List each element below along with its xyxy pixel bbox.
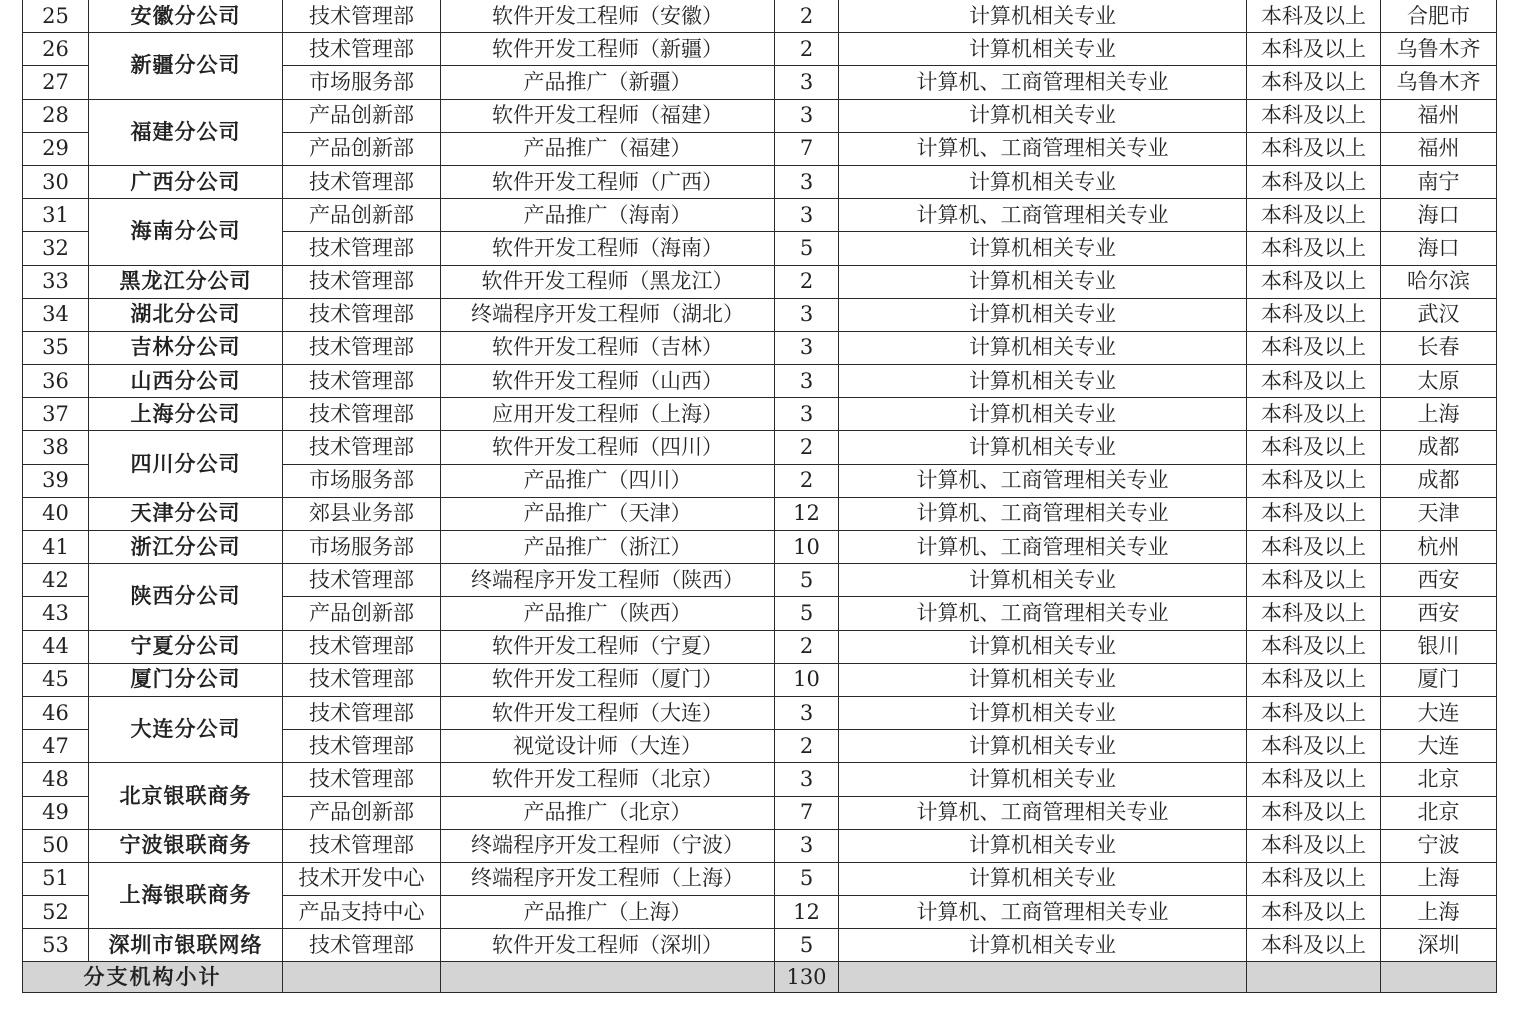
row-number: 35 <box>23 331 89 364</box>
headcount: 12 <box>775 896 839 929</box>
major-requirement: 计算机相关专业 <box>839 398 1247 431</box>
headcount: 5 <box>775 232 839 265</box>
major-requirement: 计算机相关专业 <box>839 763 1247 796</box>
branch-name: 天津分公司 <box>89 497 283 530</box>
table-row <box>23 365 1497 398</box>
table-row <box>23 497 1497 530</box>
major-requirement: 计算机相关专业 <box>839 165 1247 198</box>
work-city: 太原 <box>1381 365 1497 398</box>
position-title: 终端程序开发工程师（陕西） <box>441 564 775 597</box>
education-requirement: 本科及以上 <box>1247 497 1381 530</box>
department: 郊县业务部 <box>283 497 441 530</box>
position-title: 软件开发工程师（宁夏） <box>441 630 775 663</box>
position-title: 产品推广（上海） <box>441 896 775 929</box>
major-requirement: 计算机相关专业 <box>839 630 1247 663</box>
row-number: 49 <box>23 796 89 829</box>
row-number: 33 <box>23 265 89 298</box>
work-city: 成都 <box>1381 464 1497 497</box>
headcount: 10 <box>775 531 839 564</box>
department: 产品创新部 <box>283 597 441 630</box>
work-city: 武汉 <box>1381 298 1497 331</box>
department: 技术开发中心 <box>283 862 441 895</box>
major-requirement: 计算机相关专业 <box>839 696 1247 729</box>
work-city: 上海 <box>1381 896 1497 929</box>
headcount: 2 <box>775 730 839 763</box>
row-number: 47 <box>23 730 89 763</box>
department: 技术管理部 <box>283 663 441 696</box>
work-city: 西安 <box>1381 564 1497 597</box>
major-requirement: 计算机、工商管理相关专业 <box>839 464 1247 497</box>
position-title: 软件开发工程师（福建） <box>441 99 775 132</box>
position-title: 产品推广（新疆） <box>441 66 775 99</box>
position-title: 应用开发工程师（上海） <box>441 398 775 431</box>
work-city: 西安 <box>1381 597 1497 630</box>
position-title: 软件开发工程师（深圳） <box>441 929 775 962</box>
education-requirement: 本科及以上 <box>1247 431 1381 464</box>
row-number: 41 <box>23 531 89 564</box>
position-title: 产品推广（浙江） <box>441 531 775 564</box>
work-city: 天津 <box>1381 497 1497 530</box>
position-title: 软件开发工程师（大连） <box>441 696 775 729</box>
major-requirement: 计算机、工商管理相关专业 <box>839 796 1247 829</box>
row-number: 43 <box>23 597 89 630</box>
row-number: 28 <box>23 99 89 132</box>
work-city: 大连 <box>1381 696 1497 729</box>
position-title: 产品推广（北京） <box>441 796 775 829</box>
work-city: 海口 <box>1381 199 1497 232</box>
branch-name: 湖北分公司 <box>89 298 283 331</box>
table-row <box>23 33 1497 66</box>
subtotal-count: 130 <box>775 962 839 993</box>
position-title: 软件开发工程师（吉林） <box>441 331 775 364</box>
table-row <box>23 165 1497 198</box>
department: 技术管理部 <box>283 298 441 331</box>
branch-name: 陕西分公司 <box>89 564 283 630</box>
major-requirement: 计算机相关专业 <box>839 331 1247 364</box>
headcount: 3 <box>775 696 839 729</box>
branch-name: 深圳市银联网络 <box>89 929 283 962</box>
row-number: 38 <box>23 431 89 464</box>
major-requirement: 计算机相关专业 <box>839 298 1247 331</box>
headcount: 5 <box>775 564 839 597</box>
education-requirement: 本科及以上 <box>1247 531 1381 564</box>
position-title: 软件开发工程师（北京） <box>441 763 775 796</box>
major-requirement: 计算机、工商管理相关专业 <box>839 531 1247 564</box>
headcount: 7 <box>775 796 839 829</box>
education-requirement: 本科及以上 <box>1247 663 1381 696</box>
position-title: 产品推广（海南） <box>441 199 775 232</box>
headcount: 3 <box>775 199 839 232</box>
department: 技术管理部 <box>283 33 441 66</box>
table-row <box>23 398 1497 431</box>
education-requirement: 本科及以上 <box>1247 862 1381 895</box>
table-row <box>23 199 1497 232</box>
row-number: 52 <box>23 896 89 929</box>
row-number: 39 <box>23 464 89 497</box>
major-requirement: 计算机相关专业 <box>839 829 1247 862</box>
row-number: 48 <box>23 763 89 796</box>
work-city: 深圳 <box>1381 929 1497 962</box>
work-city: 北京 <box>1381 763 1497 796</box>
education-requirement: 本科及以上 <box>1247 464 1381 497</box>
department: 技术管理部 <box>283 763 441 796</box>
table-row <box>23 265 1497 298</box>
row-number: 32 <box>23 232 89 265</box>
major-requirement: 计算机相关专业 <box>839 265 1247 298</box>
headcount: 2 <box>775 33 839 66</box>
work-city: 成都 <box>1381 431 1497 464</box>
branch-name: 山西分公司 <box>89 365 283 398</box>
branch-name: 上海分公司 <box>89 398 283 431</box>
major-requirement: 计算机相关专业 <box>839 564 1247 597</box>
headcount: 10 <box>775 663 839 696</box>
major-requirement: 计算机相关专业 <box>839 862 1247 895</box>
row-number: 34 <box>23 298 89 331</box>
education-requirement: 本科及以上 <box>1247 398 1381 431</box>
headcount: 3 <box>775 165 839 198</box>
major-requirement: 计算机、工商管理相关专业 <box>839 497 1247 530</box>
position-title: 终端程序开发工程师（湖北） <box>441 298 775 331</box>
department: 技术管理部 <box>283 730 441 763</box>
table-row <box>23 331 1497 364</box>
education-requirement: 本科及以上 <box>1247 763 1381 796</box>
table-row <box>23 99 1497 132</box>
major-requirement: 计算机、工商管理相关专业 <box>839 597 1247 630</box>
table-row <box>23 829 1497 862</box>
position-title: 软件开发工程师（山西） <box>441 365 775 398</box>
row-number: 44 <box>23 630 89 663</box>
education-requirement: 本科及以上 <box>1247 298 1381 331</box>
position-title: 软件开发工程师（新疆） <box>441 33 775 66</box>
education-requirement: 本科及以上 <box>1247 132 1381 165</box>
department: 产品创新部 <box>283 99 441 132</box>
branch-name: 四川分公司 <box>89 431 283 497</box>
position-title: 产品推广（陕西） <box>441 597 775 630</box>
education-requirement: 本科及以上 <box>1247 597 1381 630</box>
branch-name: 安徽分公司 <box>89 0 283 33</box>
work-city: 杭州 <box>1381 531 1497 564</box>
row-number: 40 <box>23 497 89 530</box>
branch-name: 宁夏分公司 <box>89 630 283 663</box>
work-city: 福州 <box>1381 99 1497 132</box>
headcount: 2 <box>775 0 839 33</box>
headcount: 12 <box>775 497 839 530</box>
headcount: 5 <box>775 862 839 895</box>
education-requirement: 本科及以上 <box>1247 365 1381 398</box>
branch-name: 上海银联商务 <box>89 862 283 928</box>
headcount: 3 <box>775 365 839 398</box>
table-row <box>23 531 1497 564</box>
department: 产品创新部 <box>283 199 441 232</box>
headcount: 3 <box>775 99 839 132</box>
position-title: 软件开发工程师（广西） <box>441 165 775 198</box>
department: 技术管理部 <box>283 365 441 398</box>
subtotal-empty-cell <box>839 962 1247 993</box>
headcount: 3 <box>775 66 839 99</box>
major-requirement: 计算机、工商管理相关专业 <box>839 199 1247 232</box>
department: 技术管理部 <box>283 431 441 464</box>
major-requirement: 计算机相关专业 <box>839 33 1247 66</box>
table-row <box>23 696 1497 729</box>
position-title: 软件开发工程师（黑龙江） <box>441 265 775 298</box>
position-title: 软件开发工程师（海南） <box>441 232 775 265</box>
branch-name: 浙江分公司 <box>89 531 283 564</box>
work-city: 大连 <box>1381 730 1497 763</box>
education-requirement: 本科及以上 <box>1247 0 1381 33</box>
work-city: 南宁 <box>1381 165 1497 198</box>
education-requirement: 本科及以上 <box>1247 929 1381 962</box>
education-requirement: 本科及以上 <box>1247 99 1381 132</box>
education-requirement: 本科及以上 <box>1247 331 1381 364</box>
row-number: 27 <box>23 66 89 99</box>
headcount: 3 <box>775 398 839 431</box>
work-city: 海口 <box>1381 232 1497 265</box>
headcount: 3 <box>775 829 839 862</box>
department: 技术管理部 <box>283 630 441 663</box>
row-number: 29 <box>23 132 89 165</box>
subtotal-row <box>23 962 1497 993</box>
education-requirement: 本科及以上 <box>1247 66 1381 99</box>
position-title: 产品推广（福建） <box>441 132 775 165</box>
table-row <box>23 0 1497 33</box>
work-city: 北京 <box>1381 796 1497 829</box>
education-requirement: 本科及以上 <box>1247 199 1381 232</box>
education-requirement: 本科及以上 <box>1247 564 1381 597</box>
recruitment-table <box>22 0 1497 993</box>
branch-name: 北京银联商务 <box>89 763 283 829</box>
education-requirement: 本科及以上 <box>1247 896 1381 929</box>
row-number: 53 <box>23 929 89 962</box>
branch-name: 大连分公司 <box>89 696 283 762</box>
subtotal-empty-cell <box>441 962 775 993</box>
education-requirement: 本科及以上 <box>1247 33 1381 66</box>
position-title: 产品推广（天津） <box>441 497 775 530</box>
work-city: 乌鲁木齐 <box>1381 66 1497 99</box>
department: 产品支持中心 <box>283 896 441 929</box>
branch-name: 黑龙江分公司 <box>89 265 283 298</box>
position-title: 产品推广（四川） <box>441 464 775 497</box>
row-number: 36 <box>23 365 89 398</box>
department: 技术管理部 <box>283 265 441 298</box>
department: 技术管理部 <box>283 564 441 597</box>
education-requirement: 本科及以上 <box>1247 165 1381 198</box>
row-number: 25 <box>23 0 89 33</box>
position-title: 终端程序开发工程师（上海） <box>441 862 775 895</box>
department: 技术管理部 <box>283 0 441 33</box>
work-city: 上海 <box>1381 398 1497 431</box>
headcount: 2 <box>775 265 839 298</box>
work-city: 福州 <box>1381 132 1497 165</box>
branch-name: 厦门分公司 <box>89 663 283 696</box>
headcount: 3 <box>775 298 839 331</box>
department: 技术管理部 <box>283 232 441 265</box>
row-number: 46 <box>23 696 89 729</box>
department: 技术管理部 <box>283 331 441 364</box>
position-title: 软件开发工程师（安徽） <box>441 0 775 33</box>
headcount: 3 <box>775 331 839 364</box>
table-row <box>23 630 1497 663</box>
headcount: 7 <box>775 132 839 165</box>
department: 技术管理部 <box>283 829 441 862</box>
subtotal-label: 分支机构小计 <box>23 962 283 993</box>
education-requirement: 本科及以上 <box>1247 696 1381 729</box>
row-number: 42 <box>23 564 89 597</box>
department: 产品创新部 <box>283 132 441 165</box>
department: 市场服务部 <box>283 66 441 99</box>
row-number: 31 <box>23 199 89 232</box>
education-requirement: 本科及以上 <box>1247 265 1381 298</box>
department: 产品创新部 <box>283 796 441 829</box>
major-requirement: 计算机相关专业 <box>839 99 1247 132</box>
headcount: 2 <box>775 464 839 497</box>
branch-name: 宁波银联商务 <box>89 829 283 862</box>
department: 市场服务部 <box>283 531 441 564</box>
branch-name: 新疆分公司 <box>89 33 283 99</box>
work-city: 乌鲁木齐 <box>1381 33 1497 66</box>
table-row <box>23 564 1497 597</box>
major-requirement: 计算机、工商管理相关专业 <box>839 896 1247 929</box>
row-number: 37 <box>23 398 89 431</box>
work-city: 合肥市 <box>1381 0 1497 33</box>
position-title: 软件开发工程师（四川） <box>441 431 775 464</box>
work-city: 长春 <box>1381 331 1497 364</box>
table-row <box>23 862 1497 895</box>
major-requirement: 计算机相关专业 <box>839 663 1247 696</box>
major-requirement: 计算机相关专业 <box>839 431 1247 464</box>
row-number: 30 <box>23 165 89 198</box>
department: 技术管理部 <box>283 398 441 431</box>
work-city: 厦门 <box>1381 663 1497 696</box>
headcount: 2 <box>775 431 839 464</box>
row-number: 26 <box>23 33 89 66</box>
education-requirement: 本科及以上 <box>1247 630 1381 663</box>
headcount: 5 <box>775 929 839 962</box>
headcount: 5 <box>775 597 839 630</box>
major-requirement: 计算机相关专业 <box>839 232 1247 265</box>
branch-name: 吉林分公司 <box>89 331 283 364</box>
branch-name: 广西分公司 <box>89 165 283 198</box>
major-requirement: 计算机相关专业 <box>839 0 1247 33</box>
position-title: 软件开发工程师（厦门） <box>441 663 775 696</box>
major-requirement: 计算机相关专业 <box>839 929 1247 962</box>
branch-name: 福建分公司 <box>89 99 283 165</box>
subtotal-empty-cell <box>1381 962 1497 993</box>
branch-name: 海南分公司 <box>89 199 283 265</box>
education-requirement: 本科及以上 <box>1247 796 1381 829</box>
headcount: 2 <box>775 630 839 663</box>
table-row <box>23 298 1497 331</box>
work-city: 上海 <box>1381 862 1497 895</box>
work-city: 哈尔滨 <box>1381 265 1497 298</box>
work-city: 宁波 <box>1381 829 1497 862</box>
department: 技术管理部 <box>283 696 441 729</box>
work-city: 银川 <box>1381 630 1497 663</box>
education-requirement: 本科及以上 <box>1247 730 1381 763</box>
row-number: 51 <box>23 862 89 895</box>
table-row <box>23 763 1497 796</box>
position-title: 终端程序开发工程师（宁波） <box>441 829 775 862</box>
department: 市场服务部 <box>283 464 441 497</box>
row-number: 50 <box>23 829 89 862</box>
subtotal-empty-cell <box>283 962 441 993</box>
major-requirement: 计算机、工商管理相关专业 <box>839 132 1247 165</box>
major-requirement: 计算机相关专业 <box>839 730 1247 763</box>
table-body <box>23 0 1497 962</box>
major-requirement: 计算机、工商管理相关专业 <box>839 66 1247 99</box>
headcount: 3 <box>775 763 839 796</box>
education-requirement: 本科及以上 <box>1247 829 1381 862</box>
position-title: 视觉设计师（大连） <box>441 730 775 763</box>
table-row <box>23 929 1497 962</box>
department: 技术管理部 <box>283 165 441 198</box>
table-row <box>23 431 1497 464</box>
row-number: 45 <box>23 663 89 696</box>
table-row <box>23 663 1497 696</box>
major-requirement: 计算机相关专业 <box>839 365 1247 398</box>
subtotal-empty-cell <box>1247 962 1381 993</box>
department: 技术管理部 <box>283 929 441 962</box>
education-requirement: 本科及以上 <box>1247 232 1381 265</box>
